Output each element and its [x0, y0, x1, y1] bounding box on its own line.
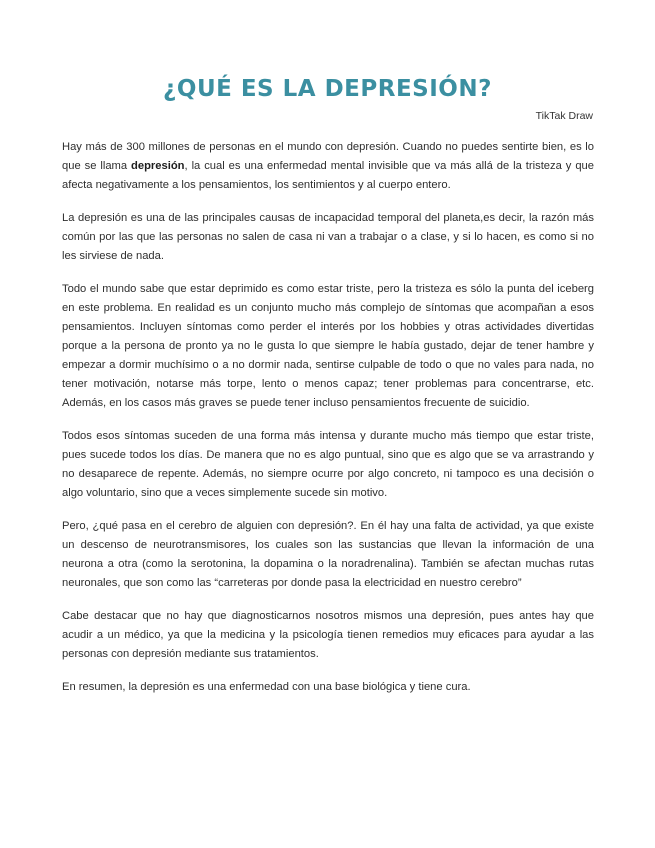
paragraph-summary: En resumen, la depresión es una enfermedad con una base biológica y tiene cura.	[62, 681, 471, 693]
paragraph-diagnosis: Cabe destacar que no hay que diagnosticarnos nosotros mismos una depresión, pues antes hay que acudir a un médico, ya que la medicina y la psicología tienen remedios muy eficaces para ayudar a las personas con depresión mediante sus tratamientos.	[62, 610, 594, 660]
paragraph-causes: La depresión es una de las principales causas de incapacidad temporal del planeta,es decir, la razón más común por las que las personas no salen de casa ni van a trabajar o a clase, y si lo hacen, es como si no les sirviese de nada.	[62, 212, 594, 262]
paragraph-intro	[62, 138, 594, 195]
author-credit: TikTak Draw	[535, 110, 593, 122]
document-body	[62, 138, 594, 711]
paragraph-symptoms: Todo el mundo sabe que estar deprimido es como estar triste, pero la tristeza es sólo la punta del iceberg en este problema. En realidad es un conjunto mucho más complejo de síntomas que acompañan a esos pensamientos. Incluyen síntomas como perder el interés por los hobbies y otras actividades divertidas porque a la persona de pronto ya no le gusta lo que siempre le había gustado, dejar de tener hambre y empezar a dormir muchísimo o a no dormir nada, sentirse culpable de todo o que no vales para nada, no tener motivación, notarse más torpe, lento o menos capaz; tener problemas para concentrarse, etc. Además, en los casos más graves se puede tener incluso pensamientos frecuente de suicidio.	[62, 283, 594, 409]
paragraph-intro-keyword: depresión	[131, 160, 185, 172]
paragraph-intro-text-start: Hay más de 300 millones de personas en el mundo con depresión. Cuando no puedes sentirte bien, es lo que se llama	[62, 141, 594, 172]
document-title: ¿QUÉ ES LA DEPRESIÓN?	[163, 76, 492, 102]
paragraph-intro-text-end: , la cual es una enfermedad mental invisible que va más allá de la tristeza y que afecta negativamente a los pensamientos, los sentimientos y al cuerpo entero.	[62, 160, 594, 191]
paragraph-brain: Pero, ¿qué pasa en el cerebro de alguien con depresión?. En él hay una falta de actividad, ya que existe un descenso de neurotransmisores, los cuales son las sustancias que llevan la información de una neurona a otra (como la serotonina, la dopamina o la noradrenalina). También se afectan muchas rutas neuronales, que son como las “carreteras por donde pasa la electricidad en nuestro cerebro”	[62, 520, 594, 589]
paragraph-intensity: Todos esos síntomas suceden de una forma más intensa y durante mucho más tiempo que estar triste, pues sucede todos los días. De manera que no es algo puntual, sino que es algo que se va arrastrando y no desaparece de repente. Además, no siempre ocurre por algo concreto, ni tampoco es una decisión o algo voluntario, sino que a veces simplemente sucede sin motivo.	[62, 430, 594, 499]
